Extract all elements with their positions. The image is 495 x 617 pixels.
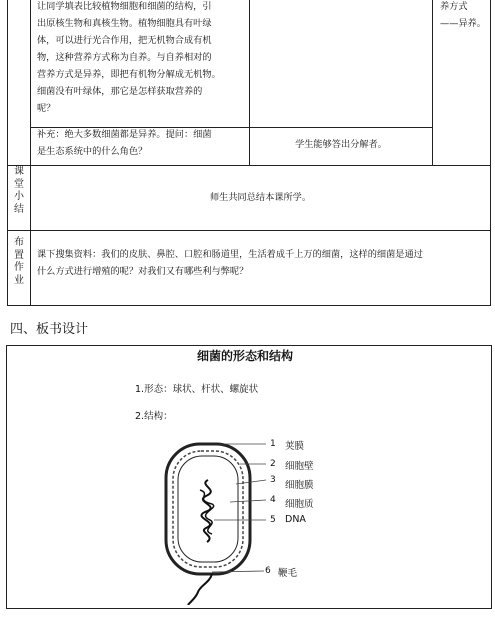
label-num-6: 6 [265, 566, 271, 576]
design-intent-note: 养方式 ——异养。 [440, 1, 486, 29]
summary-label: 课堂小结 [14, 166, 24, 215]
section-heading: 四、板书设计 [10, 322, 89, 337]
label-cytoplasm: 细胞质 [285, 499, 314, 510]
homework-content: 课下搜集资料：我们的皮肤、鼻腔、口腔和肠道里，生活着成千上万的细菌，这样的细菌是通过 什么方式进行增殖的呢？对我们又有哪些利与弊呢？ [37, 249, 423, 277]
table-border-right [490, 0, 491, 306]
student-activity-text: 学生能够答出分解者。 [295, 139, 387, 150]
table-row3-bottom [7, 230, 491, 231]
label-num-2: 2 [270, 459, 276, 469]
label-num-4: 4 [270, 495, 276, 505]
summary-content: 师生共同总结本课所学。 [209, 192, 312, 203]
table-bottom [7, 305, 491, 306]
table-border-left [7, 0, 8, 306]
table-divider-right-col [432, 0, 433, 165]
label-flagellum: 鞭毛 [278, 568, 298, 579]
label-num-5: 5 [270, 515, 276, 525]
board-point-structure: 2.结构： [135, 411, 173, 422]
leader-line-4 [230, 500, 266, 502]
table-row2-bottom [7, 165, 491, 166]
capsule-outline [166, 444, 250, 574]
label-num-3: 3 [270, 475, 276, 485]
label-dna: DNA [285, 514, 306, 525]
teacher-activity-text: 让同学填表比较植物细胞和细菌的结构，引 出原核生物和真核生物。植物细胞具有叶绿 体，可以进行光合作用，把无机物合成有机 物，这种营养方式称为自养。与自养相对的 营养方式是异养，即把有机物分解成无机物。 细菌没有叶绿体，那它是怎样获取营养的 呢？ [37, 1, 221, 114]
board-point-morphology: 1.形态：球状、杆状、螺旋状 [135, 384, 259, 395]
cell-membrane-outline [178, 456, 238, 562]
label-cell-membrane: 细胞膜 [285, 480, 314, 491]
board-title: 细菌的形态和结构 [196, 349, 293, 363]
label-capsule: 荚膜 [285, 441, 305, 452]
teacher-supplement-text: 补充：绝大多数细菌都是异养。提问：细菌 是生态系统中的什么角色？ [37, 129, 212, 157]
homework-label: 布置作业 [14, 237, 24, 286]
cell-wall-outline [173, 451, 243, 567]
flagellum [188, 574, 212, 605]
table-divider-label-col [30, 0, 31, 306]
leader-line-6 [212, 571, 264, 572]
label-cell-wall: 细胞壁 [285, 461, 314, 472]
label-num-1: 1 [270, 439, 276, 449]
